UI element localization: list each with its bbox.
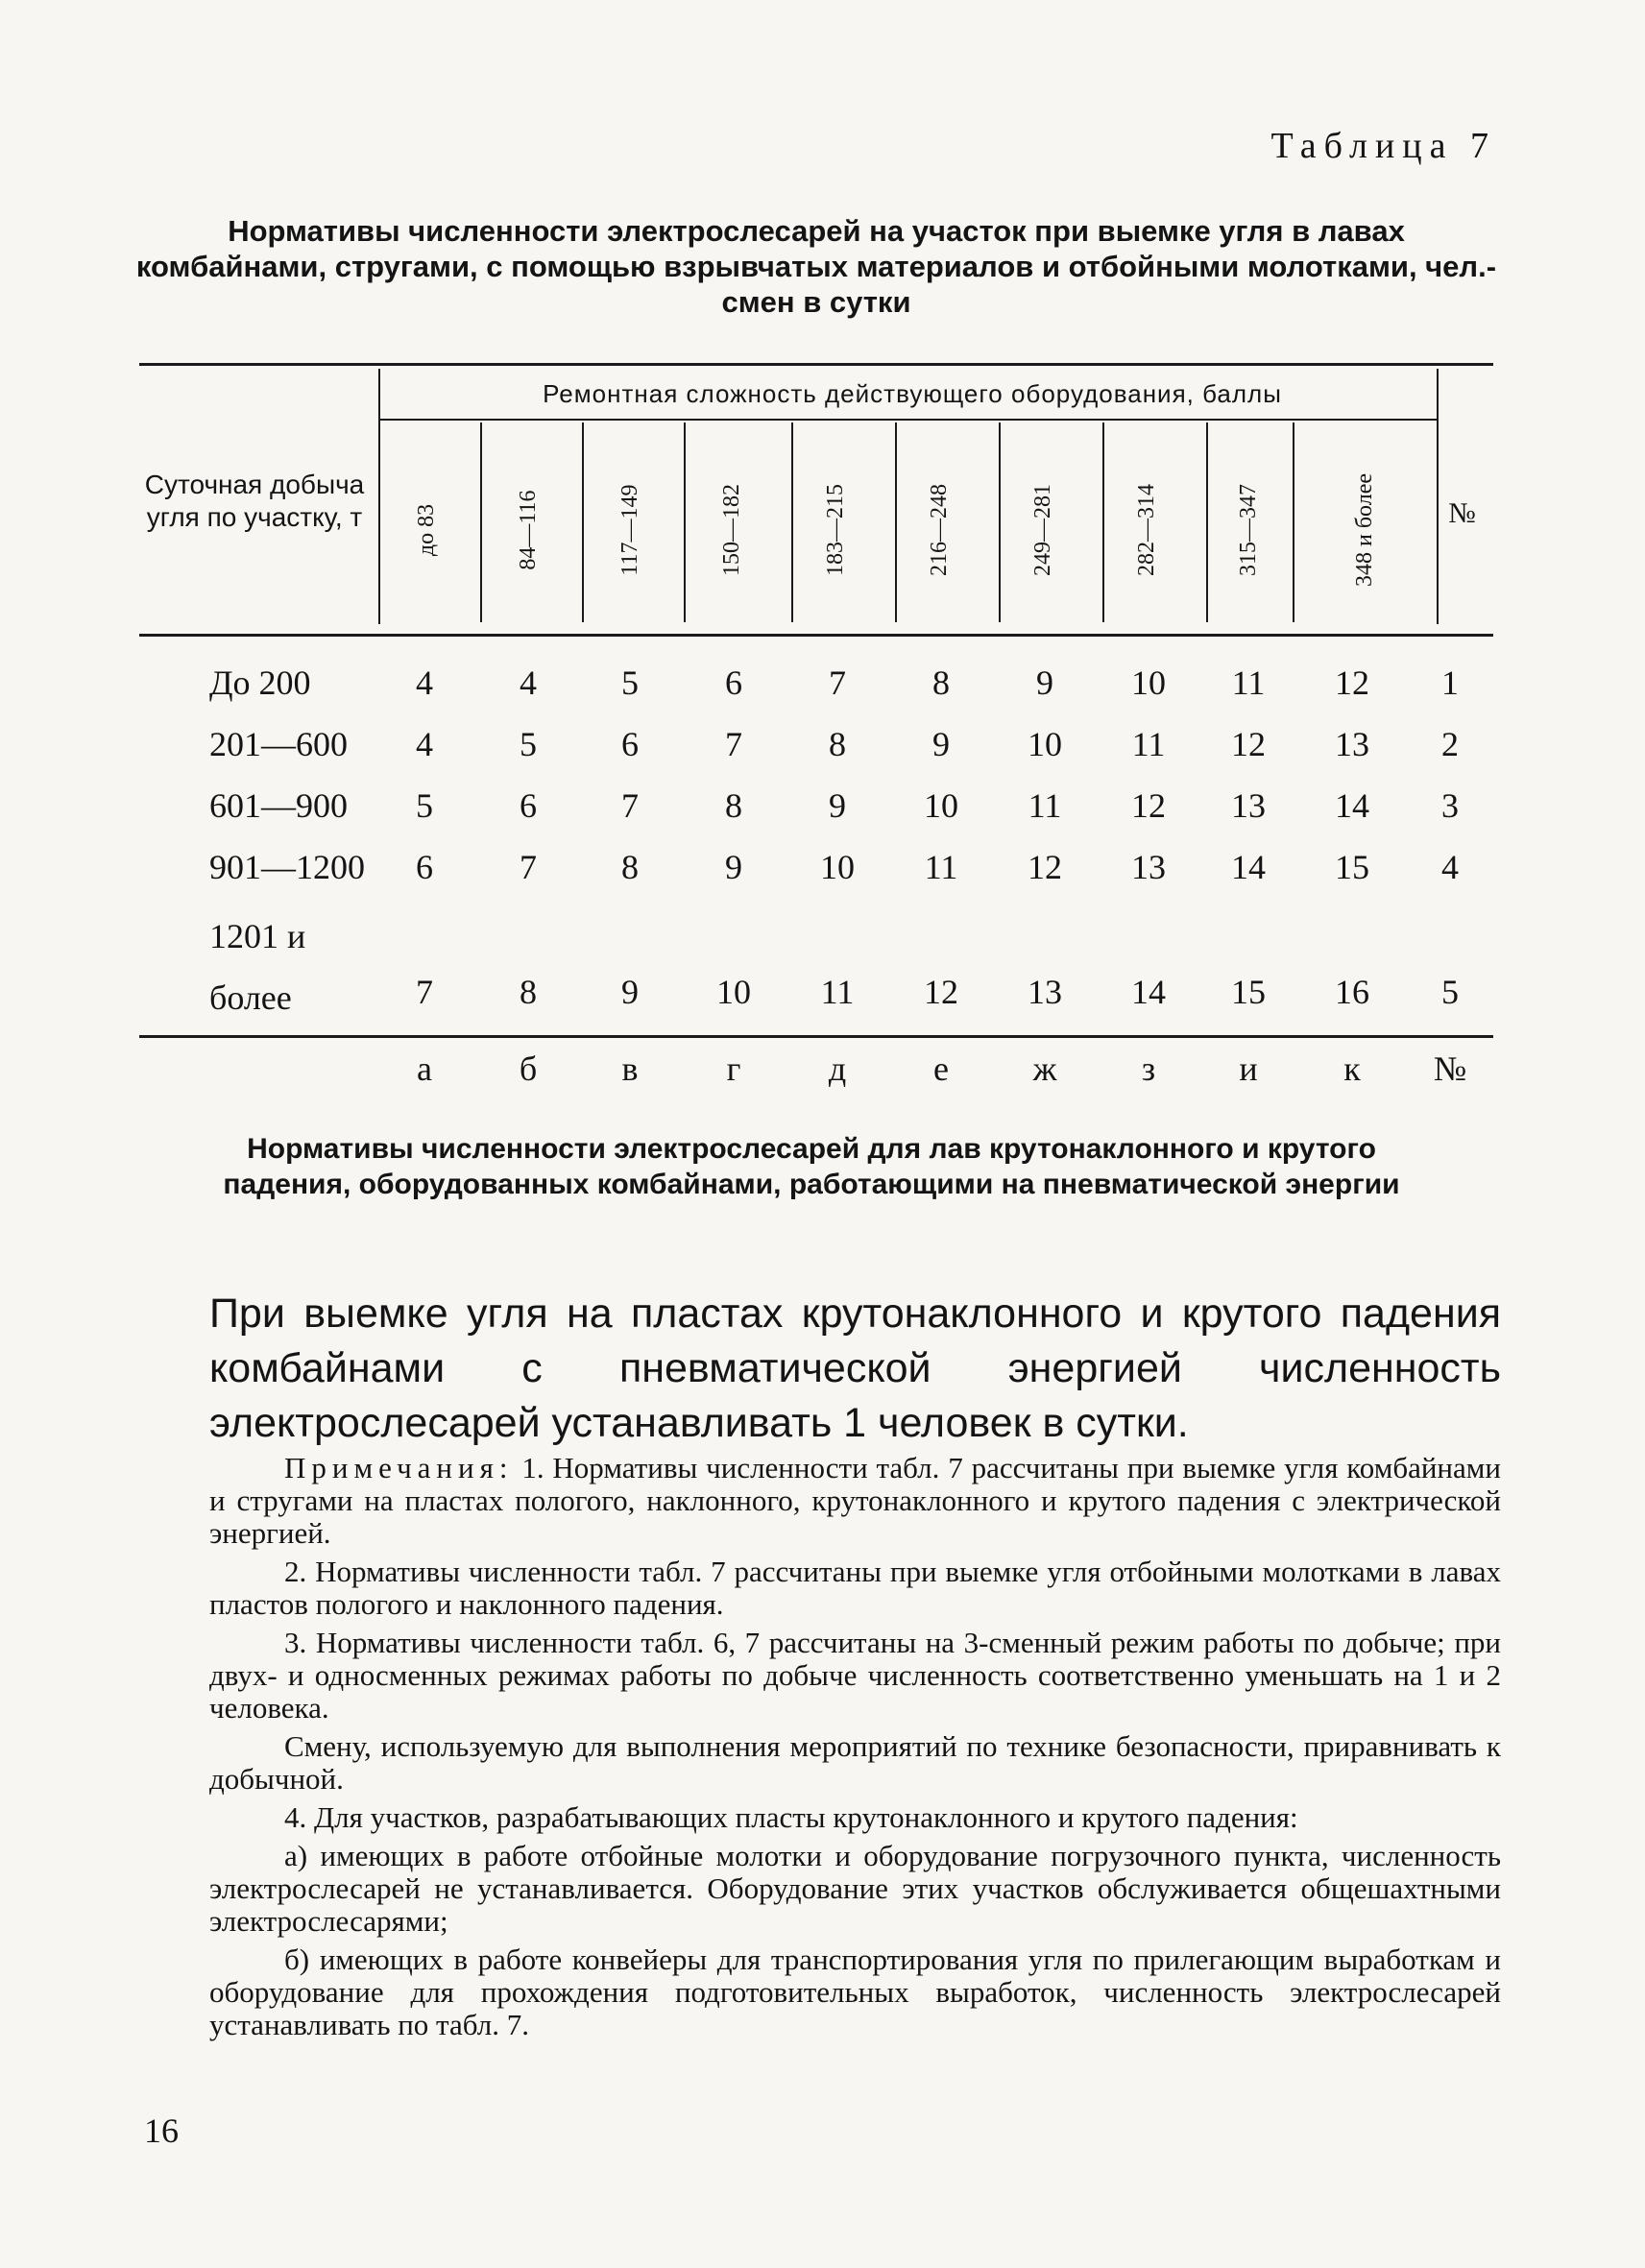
column-letter: и [1239,1050,1258,1088]
table-cell: 7 [520,848,537,886]
letters-number-sign: № [1433,1050,1467,1088]
table-cell: 9 [932,725,950,763]
table-cell: 12 [1335,664,1369,702]
column-letter: в [621,1050,639,1088]
column-divider [1102,422,1104,622]
note-3: 3. Нормативы численности табл. 6, 7 рассчитаны на 3-сменный режим работы по добыче; при двух- и односменных режимах работы по добыче численность соответственно уменьшать на 1 и 2 человека. [209,1626,1501,1725]
row-header-divider [378,369,380,624]
table-cell: 8 [520,973,537,1011]
column-header: 315—347 [1236,484,1261,576]
table-cell: 5 [520,725,537,763]
table-cell: 13 [1231,786,1266,825]
table-cell: 10 [820,848,855,886]
table-bottom-rule [139,1035,1493,1038]
column-letter: ж [1032,1050,1057,1088]
table-cell: 8 [932,664,950,702]
column-header: 117—149 [617,484,642,576]
note-4: 4. Для участков, разрабатывающих пласты крутонаклонного и крутого падения: [284,1800,1298,1834]
page-number: 16 [144,2111,179,2150]
section-title: Нормативы численности электрослесарей для лав крутонаклонного и крутого падения, оборудованных комбайнами, работающими на пневматической энергии [223,1133,1400,1200]
table-cell: 14 [1131,973,1166,1011]
note-1-text: 1. Нормативы численности табл. 7 рассчитаны при выемке угля комбайнами и стругами на пластах пологого, наклонного, крутонаклонного и крутого падения с электрической энергией. [209,1451,1501,1550]
column-header: 216—248 [927,484,952,576]
row-label: 201—600 [209,725,348,763]
row-number: 5 [1441,973,1459,1011]
row-number: 4 [1441,848,1459,886]
column-letter: к [1343,1050,1361,1088]
table-cell: 10 [924,786,958,825]
column-divider [684,422,686,622]
table-cell: 6 [520,786,537,825]
table-cell: 14 [1231,848,1266,886]
note-1 [209,1452,1501,1550]
column-header: 150—182 [719,484,744,576]
table-cell: 16 [1335,973,1369,1011]
table-cell: 5 [416,786,433,825]
table-cell: 14 [1335,786,1369,825]
table-cell: 11 [1231,664,1266,702]
column-divider [582,422,584,622]
table-cell: 7 [829,664,846,702]
table-cell: 11 [1028,786,1062,825]
row-header: Суточная добыча угля по участку, т [144,470,365,532]
table-cell: 4 [416,664,433,702]
table-cell: 10 [1028,725,1062,763]
main-paragraph: При выемке угля на пластах крутонаклонного и крутого падения комбайнами с пневматической энергией численность электрослесарей устанавливать 1 человек в сутки. [209,1291,1501,1446]
row-label: 901—1200 [209,848,365,886]
column-letter: д [828,1050,847,1088]
table-cell: 4 [520,664,537,702]
column-letter: з [1141,1050,1156,1088]
column-letter: г [726,1050,741,1088]
row-number: 3 [1441,786,1459,825]
table-cell: 8 [621,848,639,886]
group-header-rule [380,419,1437,421]
table-cell: 7 [725,725,742,763]
number-header: № [1448,497,1476,529]
column-divider [1206,422,1208,622]
table-cell: 12 [1028,848,1062,886]
table-cell: 11 [924,848,958,886]
note-4b: б) имеющих в работе конвейеры для транспортирования угля по прилегающим выработкам и оборудование для прохождения подготовительных выработок, численность электрослесарей устанавливать по табл. 7. [209,1942,1501,2041]
row-label: До 200 [209,664,311,702]
row-label-line1: 1201 и [209,917,306,955]
table-header-rule [139,634,1493,637]
table-cell: 15 [1335,848,1369,886]
notes-block [209,1452,1501,2047]
table-cell: 12 [1231,725,1266,763]
table-cell: 8 [725,786,742,825]
table-cell: 13 [1131,848,1166,886]
table-cell: 6 [416,848,433,886]
row-label: 601—900 [209,786,348,825]
column-divider [895,422,897,622]
table-cell: 6 [621,725,639,763]
table-cell: 11 [1131,725,1166,763]
table-cell: 7 [416,973,433,1011]
table-cell: 15 [1231,973,1266,1011]
column-header: 348 и более [1352,472,1377,588]
table-cell: 6 [725,664,742,702]
note-3-continued: Смену, используемую для выполнения мероприятий по технике безопасности, приравнивать к добычной. [209,1729,1501,1796]
table-cell: 12 [1131,786,1166,825]
column-divider [480,422,482,622]
column-letter: а [417,1050,432,1088]
row-label: более [209,978,292,1017]
notes-lead: Примечания: [284,1451,514,1484]
column-header: 249—281 [1030,484,1055,576]
table-cell: 9 [725,848,742,886]
note-4a: а) имеющих в работе отбойные молотки и оборудование погрузочного пункта, численность электрослесарей не устанавливается. Оборудование этих участков обслуживается общешахтными электрослесарями; [209,1839,1501,1938]
table-cell: 11 [820,973,855,1011]
column-header: 282—314 [1134,484,1159,576]
row-number: 2 [1441,725,1459,763]
table-cell: 4 [416,725,433,763]
table-cell: 13 [1028,973,1062,1011]
group-header: Ремонтная сложность действующего оборудования, баллы [543,379,1282,408]
column-header: 183—215 [823,484,848,576]
table-cell: 7 [621,786,639,825]
table-cell: 10 [1131,664,1166,702]
column-letter: б [519,1050,538,1088]
row-number: 1 [1441,664,1459,702]
column-letter: е [933,1050,949,1088]
table-cell: 12 [924,973,958,1011]
column-divider [1293,422,1294,622]
column-header: до 83 [414,503,439,557]
table-cell: 5 [621,664,639,702]
column-divider [791,422,793,622]
table-label: Таблица 7 [1270,126,1496,166]
column-header: 84—116 [516,490,541,570]
table-cell: 8 [829,725,846,763]
table-cell: 13 [1335,725,1369,763]
table-cell: 9 [829,786,846,825]
table-cell: 9 [621,973,639,1011]
table-cell: 10 [716,973,751,1011]
table-title: Нормативы численности электрослесарей на участок при выемке угля в лавах комбайнами, стругами, с помощью взрывчатых материалов и отбойными молотками, чел.-смен в сутки [135,214,1497,319]
column-divider [999,422,1001,622]
note-2: 2. Нормативы численности табл. 7 рассчитаны при выемке угля отбойными молотками в лавах пластов пологого и наклонного падения. [209,1555,1501,1621]
table-top-rule [139,363,1493,366]
table-cell: 9 [1036,664,1053,702]
